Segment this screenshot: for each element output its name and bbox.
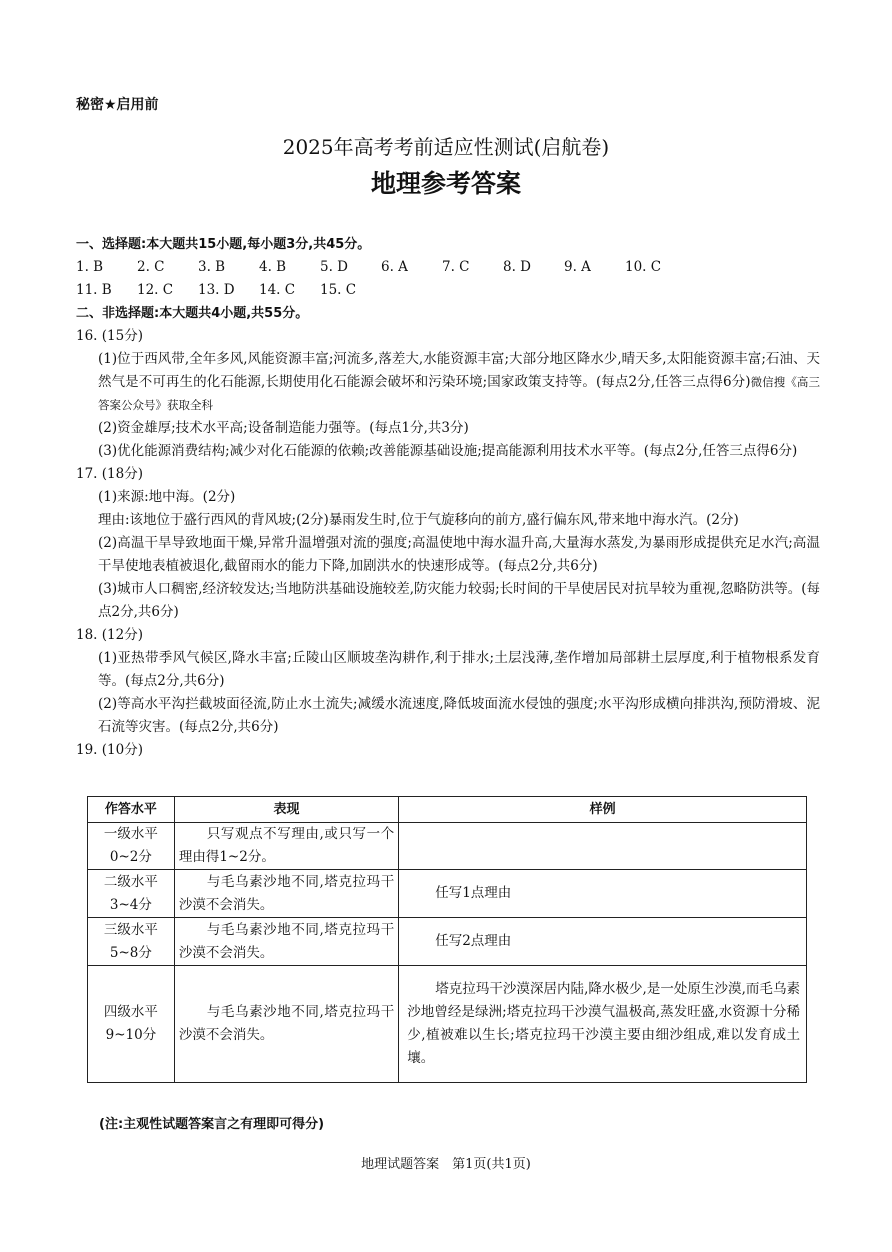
table-row xyxy=(88,823,807,870)
q16-part2: (2)资金雄厚;技术水平高;设备制造能力强等。(每点1分,共3分) xyxy=(98,420,469,436)
answer-item: 10. C xyxy=(625,259,662,275)
answers-row-1 xyxy=(76,256,820,279)
answer-item: 1. B xyxy=(76,259,104,275)
answer-item: 12. C xyxy=(137,282,174,298)
scoring-footnote: (注:主观性试题答案言之有理即可得分) xyxy=(99,1117,325,1132)
level-score: 5~8分 xyxy=(109,944,152,961)
answer-item: 6. A xyxy=(381,259,408,275)
q17-part2: (2)高温干旱导致地面干燥,异常升温增强对流的强度;高温使地中海水温升高,大量海水蒸发,为暴雨形成提供充足水汽;高温干旱使地表植被退化,截留雨水的能力下降,加剧洪水的快速形成等。(每点2分,共6分) xyxy=(98,535,820,574)
level-cell xyxy=(88,870,175,918)
table-row xyxy=(88,918,807,966)
answer-item: 8. D xyxy=(503,259,531,275)
answer-item: 7. C xyxy=(442,259,470,275)
q17-label: 17. (18分) xyxy=(76,466,143,482)
table-header-performance: 表现 xyxy=(174,797,398,823)
answer-item: 9. A xyxy=(564,259,591,275)
answer-item: 14. C xyxy=(259,282,296,298)
performance-cell xyxy=(174,966,398,1083)
level-name: 一级水平 xyxy=(103,826,158,842)
sample-cell xyxy=(399,918,807,966)
q17-part1: (1)来源:地中海。(2分) xyxy=(98,489,236,505)
exam-subtitle: 地理参考答案 xyxy=(370,169,521,198)
sample-text: 塔克拉玛干沙漠深居内陆,降水极少,是一处原生沙漠,而毛乌素沙地曾经是绿洲;塔克拉玛干沙漠气温极高,蒸发旺盛,水资源十分稀少,植被难以生长;塔克拉玛干沙漠主要由细沙组成,难以发育成土壤。 xyxy=(407,981,800,1066)
performance-cell xyxy=(174,823,398,870)
sample-text: 任写1点理由 xyxy=(435,885,512,901)
answer-content xyxy=(76,233,820,762)
section1-heading: 一、选择题:本大题共15小题,每小题3分,共45分。 xyxy=(76,237,371,252)
q18-part1: (1)亚热带季风气候区,降水丰富;丘陵山区顺坡垄沟耕作,利于排水;土层浅薄,垄作增加局部耕土层厚度,利于植物根系发育等。(每点2分,共6分) xyxy=(98,650,820,689)
sample-cell xyxy=(399,823,807,870)
performance-text: 与毛乌素沙地不同,塔克拉玛干沙漠不会消失。 xyxy=(178,873,395,913)
q18-part2: (2)等高水平沟拦截坡面径流,防止水土流失;减缓水流速度,降低坡面流水侵蚀的强度;水平沟形成横向排洪沟,预防滑坡、泥石流等灾害。(每点2分,共6分) xyxy=(98,696,820,735)
performance-text: 与毛乌素沙地不同,塔克拉玛干沙漠不会消失。 xyxy=(178,1004,395,1043)
table-header-sample: 样例 xyxy=(399,797,807,823)
level-score: 0~2分 xyxy=(109,849,152,865)
q16-label: 16. (15分) xyxy=(76,328,143,344)
level-name: 二级水平 xyxy=(103,873,158,890)
sample-cell xyxy=(399,966,807,1083)
level-name: 三级水平 xyxy=(103,921,158,938)
level-score: 3~4分 xyxy=(109,896,152,913)
performance-text: 与毛乌素沙地不同,塔克拉玛干沙漠不会消失。 xyxy=(178,921,395,961)
answer-item: 5. D xyxy=(320,259,348,275)
answer-item: 11. B xyxy=(76,282,112,298)
performance-cell xyxy=(174,918,398,966)
page-footer: 地理试题答案 第1页(共1页) xyxy=(361,1157,531,1172)
q16-part1 xyxy=(76,348,820,417)
table-row xyxy=(88,870,807,918)
table-row xyxy=(88,966,807,1083)
sample-cell xyxy=(399,870,807,918)
q16-inline-note: 微信搜《高三答案公众号》获取全科 xyxy=(98,375,821,412)
section2-heading: 二、非选择题:本大题共4小题,共55分。 xyxy=(76,306,309,321)
answer-item: 3. B xyxy=(198,259,226,275)
answers-row-2 xyxy=(76,279,820,302)
answer-item: 4. B xyxy=(259,259,287,275)
table-header-level: 作答水平 xyxy=(88,797,175,823)
q19-scoring-table xyxy=(87,796,807,1083)
exam-title: 2025年高考考前适应性测试(启航卷) xyxy=(282,135,610,159)
q16-part1-text: (1)位于西风带,全年多风,风能资源丰富;河流多,落差大,水能资源丰富;大部分地区降水少,晴天多,太阳能资源丰富;石油、天然气是不可再生的化石能源,长期使用化石能源会破坏和污染环境;国家政策支持等。(每点2分,任答三点得6分) xyxy=(98,351,820,390)
sample-text: 任写2点理由 xyxy=(435,933,512,949)
table-header-row xyxy=(88,797,807,823)
confidential-label: 秘密★启用前 xyxy=(76,97,159,113)
answer-item: 15. C xyxy=(320,282,357,298)
q19-label: 19. (10分) xyxy=(76,742,143,758)
performance-cell xyxy=(174,870,398,918)
level-score: 9~10分 xyxy=(105,1027,157,1043)
performance-text: 只写观点不写理由,或只写一个理由得1~2分。 xyxy=(178,826,395,865)
level-cell xyxy=(88,823,175,870)
q16-part3: (3)优化能源消费结构;减少对化石能源的依赖;改善能源基础设施;提高能源利用技术水平等。(每点2分,任答三点得6分) xyxy=(98,443,798,459)
level-cell xyxy=(88,918,175,966)
answer-item: 13. D xyxy=(198,282,235,298)
q17-part1-reason: 理由:该地位于盛行西风的背风坡;(2分)暴雨发生时,位于气旋移向的前方,盛行偏东风,带来地中海水汽。(2分) xyxy=(98,512,739,528)
q18-label: 18. (12分) xyxy=(76,627,143,643)
answer-item: 2. C xyxy=(137,259,165,275)
q17-part3: (3)城市人口稠密,经济较发达;当地防洪基础设施较差,防灾能力较弱;长时间的干旱使居民对抗旱较为重视,忽略防洪等。(每点2分,共6分) xyxy=(98,581,820,620)
level-name: 四级水平 xyxy=(103,1004,158,1020)
level-cell xyxy=(88,966,175,1083)
